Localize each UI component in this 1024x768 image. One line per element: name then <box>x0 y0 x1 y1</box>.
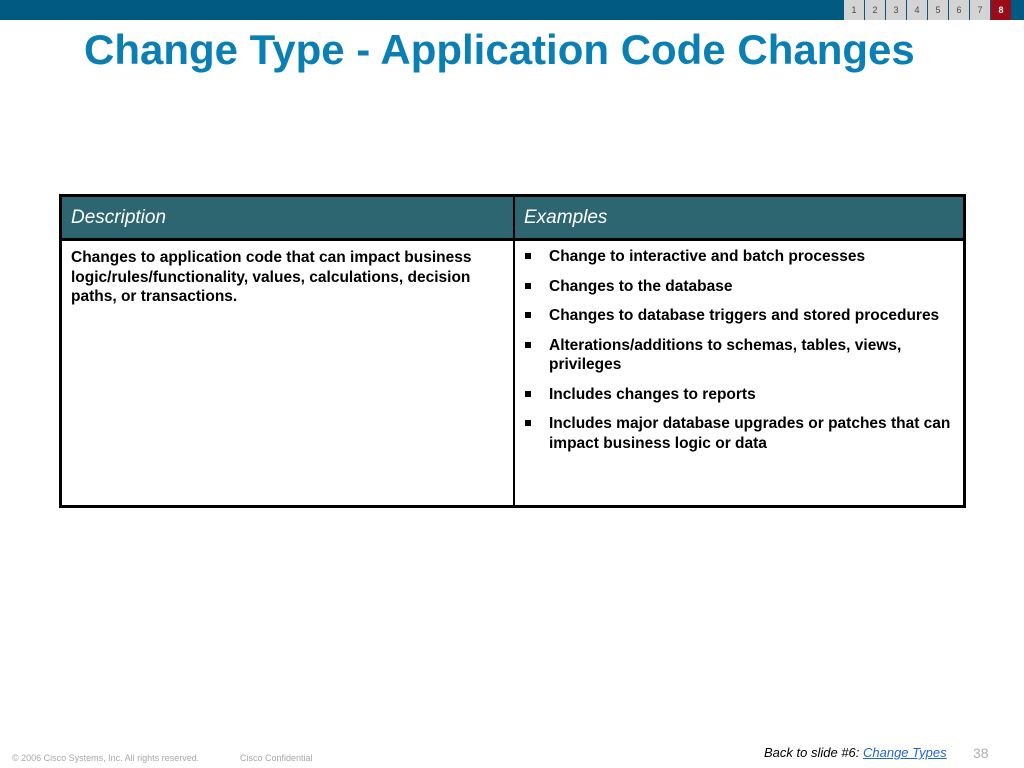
examples-list <box>525 247 955 453</box>
square-bullet-icon <box>525 342 531 348</box>
pager-item[interactable]: 1 <box>844 0 864 20</box>
list-item <box>525 336 955 375</box>
pager-item[interactable]: 5 <box>928 0 948 20</box>
confidential-label: Cisco Confidential <box>240 753 313 763</box>
pager-item[interactable]: 6 <box>949 0 969 20</box>
change-type-table <box>59 194 966 508</box>
pager-item[interactable]: 7 <box>970 0 990 20</box>
pager-item[interactable]: 2 <box>865 0 885 20</box>
slide-title: Change Type - Application Code Changes <box>84 26 915 73</box>
list-item <box>525 277 955 297</box>
examples-cell <box>515 241 963 505</box>
list-item-text: Change to interactive and batch processes <box>549 248 866 265</box>
pager-item[interactable]: 3 <box>886 0 906 20</box>
list-item-text: Includes major database upgrades or patches that can impact business logic or data <box>549 415 951 452</box>
change-types-link[interactable]: Change Types <box>863 745 947 760</box>
pager-item[interactable]: 4 <box>907 0 927 20</box>
table-row <box>62 241 963 505</box>
header-description: Description <box>62 197 515 238</box>
square-bullet-icon <box>525 420 531 426</box>
square-bullet-icon <box>525 253 531 259</box>
back-to-slide <box>764 745 947 760</box>
list-item <box>525 247 955 267</box>
slide-pager <box>844 0 1012 20</box>
copyright-text: © 2006 Cisco Systems, Inc. All rights reserved. <box>12 753 200 763</box>
back-prefix: Back to slide #6: <box>764 745 863 760</box>
list-item-text: Changes to the database <box>549 277 733 295</box>
description-cell: Changes to application code that can impact business logic/rules/functionality, values, calculations, decision paths, or transactions. <box>62 241 515 505</box>
list-item <box>525 385 955 405</box>
list-item-text: Changes to database triggers and stored procedures <box>549 307 940 324</box>
list-item <box>525 414 955 453</box>
table-header-row <box>62 197 963 241</box>
square-bullet-icon <box>525 283 531 289</box>
header-examples: Examples <box>524 207 608 228</box>
list-item-text: Alterations/additions to schemas, tables, views, privileges <box>549 336 902 373</box>
pager-item-active[interactable]: 8 <box>991 0 1011 20</box>
page-number: 38 <box>973 745 989 761</box>
square-bullet-icon <box>525 391 531 397</box>
list-item <box>525 306 955 326</box>
square-bullet-icon <box>525 312 531 318</box>
list-item-text: Includes changes to reports <box>549 385 756 403</box>
